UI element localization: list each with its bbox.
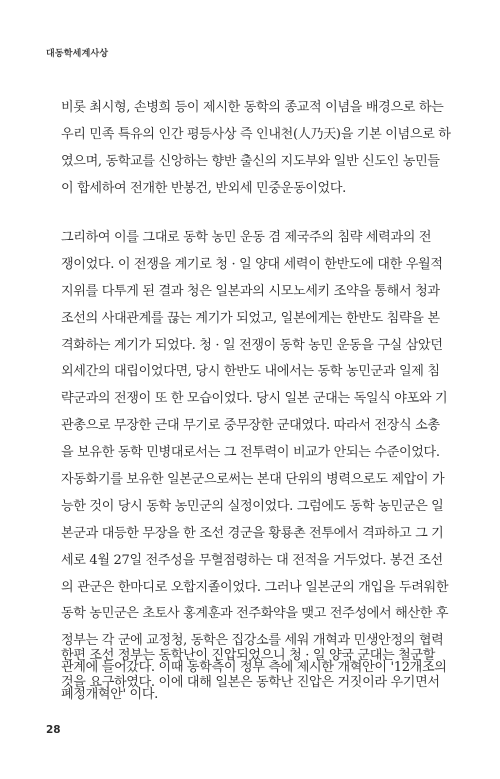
paragraph-2 — [61, 225, 457, 709]
text-line: 의 관군은 한마디로 오합지졸이었다. 그러나 일본군의 개입을 두려워한 — [61, 579, 449, 595]
text-line: 한편 조선 정부는 동학난이 진압되었으니 청 · 일 양국 군대는 철군할 — [61, 648, 435, 663]
text-line: 세로 4월 27일 전주성을 무혈점령하는 대 전적을 거두었다. 봉건 조선 — [61, 552, 443, 568]
text-line: 관계에 들어갔다. 이때 동학측이 정부 측에 제시한 개혁안이 '12개조의 — [61, 660, 447, 676]
text-line: 그리하여 이를 그대로 동학 농민 운동 겸 제국주의 침략 세력과의 전 — [61, 230, 432, 245]
text-line: 이 합세하여 전개한 반봉건, 반외세 민중운동이었다. — [61, 180, 346, 196]
text-line: 외세간의 대립이었다면, 당시 한반도 내에서는 동학 농민군과 일제 침 — [61, 364, 440, 380]
text-line: 폐정개혁안' 이다. — [61, 687, 158, 703]
text-line: 능한 것이 당시 동학 농민군의 실정이었다. 그럼에도 동학 농민군은 일 — [61, 498, 444, 514]
running-head: 대동학세계사상 — [46, 49, 109, 59]
text-line: 조선의 사대관계를 끊는 계기가 되었고, 일본에게는 한반도 침략을 본 — [61, 310, 440, 326]
page-number: 28 — [46, 724, 61, 736]
text-line: 자동화기를 보유한 일본군으로써는 본대 단위의 병력으로도 제압이 가 — [61, 472, 445, 488]
text-line: 격화하는 계기가 되었다. 청 · 일 전쟁이 동학 농민 운동을 구실 삼았던 — [61, 337, 443, 353]
text-line: 였으며, 동학교를 신앙하는 향반 출신의 지도부와 일반 신도인 농민들 — [61, 153, 440, 169]
text-line: 것을 요구하였다. 이에 대해 일본은 동학난 진압은 거짓이라 우기면서 — [61, 674, 440, 690]
text-line: 동학 농민군은 초토사 홍계훈과 전주화약을 맺고 전주성에서 해산한 후 — [61, 606, 449, 622]
text-line: 우리 민족 특유의 인간 평등사상 즉 인내천(人乃天)을 기본 이념으로 하 — [61, 126, 451, 142]
text-line: 략군과의 전쟁이 또 한 모습이었다. 당시 일본 군대는 독일식 야포와 기 — [61, 391, 448, 407]
text-line: 본군과 대등한 무장을 한 조선 경군을 황룡촌 전투에서 격파하고 그 기 — [61, 525, 444, 541]
text-line: 관총으로 무장한 근대 무기로 중무장한 군대였다. 따라서 전장식 소총 — [61, 418, 440, 434]
paragraph-1 — [61, 95, 457, 203]
text-line: 쟁이었다. 이 전쟁을 계기로 청 · 일 양대 세력이 한반도에 대한 우월적 — [61, 256, 443, 272]
text-line: 을 보유한 동학 민병대로서는 그 전투력이 비교가 안되는 수준이었다. — [61, 445, 440, 461]
text-line: 정부는 각 군에 교정청, 동학은 집강소를 세워 개혁과 민생안정의 협력 — [61, 633, 444, 649]
paragraph-3 — [61, 643, 457, 697]
text-line: 지위를 다투게 된 결과 청은 일본과의 시모노세키 조약을 통해서 청과 — [61, 283, 440, 299]
text-line: 비롯 최시형, 손병희 등이 제시한 동학의 종교적 이념을 배경으로 하는 — [61, 100, 444, 115]
